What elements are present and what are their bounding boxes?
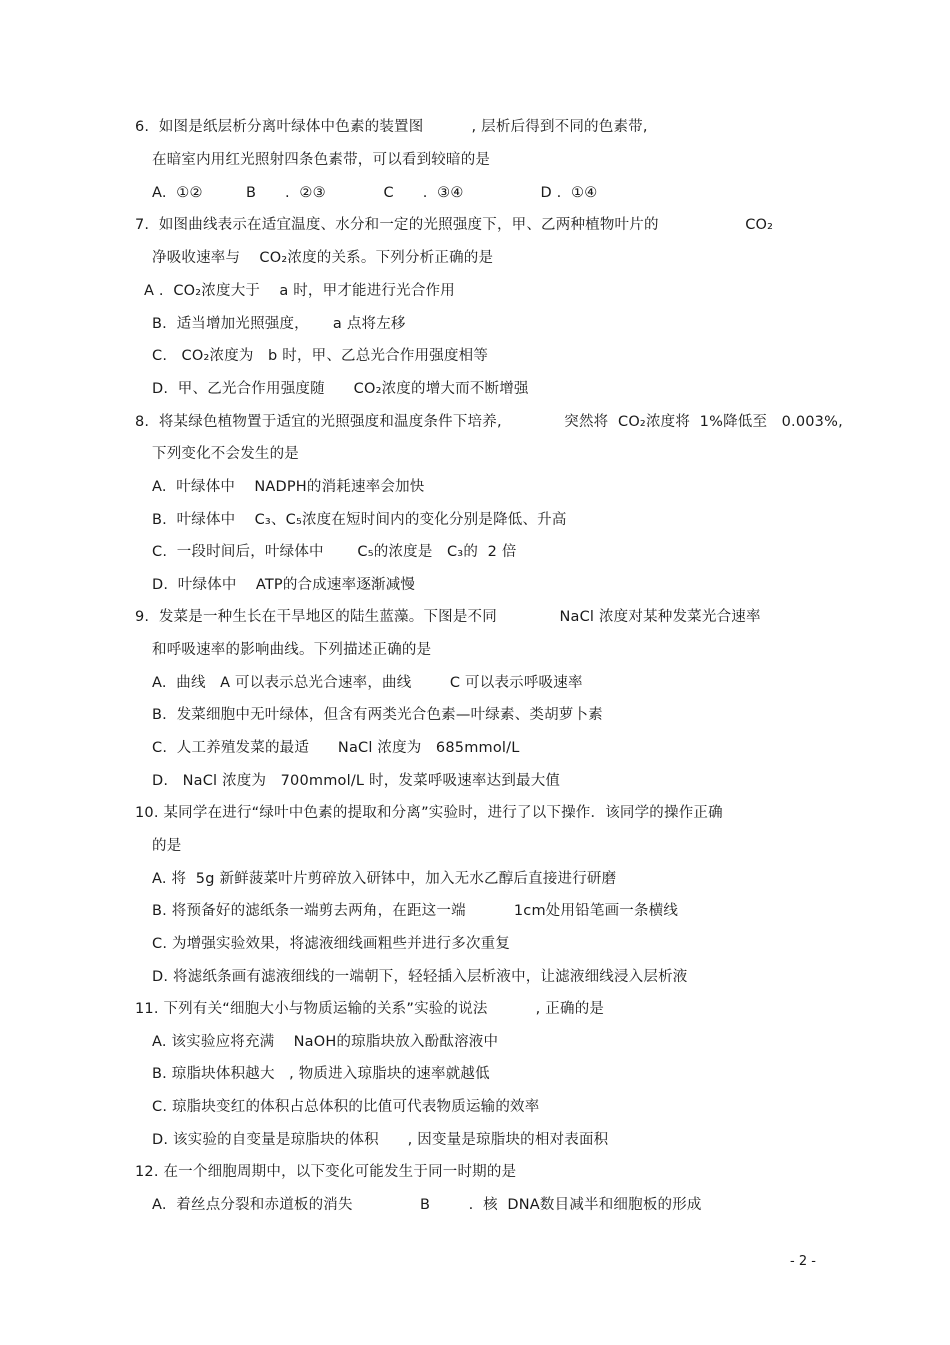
question-11-stem: 11. 下列有关“细胞大小与物质运输的关系”实验的说法 , 正确的是 bbox=[135, 1001, 605, 1017]
question-10-option-d: D. 将滤纸条画有滤液细线的一端朝下，轻轻插入层析液中，让滤液细线浸入层析液 bbox=[152, 969, 688, 985]
question-6-stem-line-2: 在暗室内用红光照射四条色素带，可以看到较暗的是 bbox=[152, 152, 491, 168]
question-9-option-d: D. NaCl 浓度为 700mmol/L 时，发菜呼吸速率达到最大值 bbox=[152, 773, 561, 789]
question-8-option-a: A. 叶绿体中 NADPH的消耗速率会加快 bbox=[152, 479, 425, 495]
page-number: - 2 - bbox=[790, 1254, 816, 1269]
question-11-option-b: B. 琼脂块体积越大 , 物质进入琼脂块的速率就越低 bbox=[152, 1066, 490, 1082]
question-10-stem-line-1: 10. 某同学在进行“绿叶中色素的提取和分离”实验时，进行了以下操作．该同学的操作正确 bbox=[135, 805, 723, 821]
question-7-stem-line-2: 净吸收速率与 CO₂浓度的关系。下列分析正确的是 bbox=[152, 250, 494, 266]
question-9-stem-line-1: 9. 发菜是一种生长在干旱地区的陆生蓝藻。下图是不同 NaCl 浓度对某种发菜光合速率 bbox=[135, 609, 761, 625]
question-7-option-a: A . CO₂浓度大于 a 时，甲才能进行光合作用 bbox=[144, 283, 455, 299]
question-9-option-c: C. 人工养殖发菜的最适 NaCl 浓度为 685mmol/L bbox=[152, 740, 520, 756]
question-10-stem-line-2: 的是 bbox=[152, 838, 182, 854]
question-7-stem-line-1: 7. 如图曲线表示在适宜温度、水分和一定的光照强度下，甲、乙两种植物叶片的 CO₂ bbox=[135, 217, 774, 233]
question-6-stem-line-1: 6. 如图是纸层析分离叶绿体中色素的装置图 , 层析后得到不同的色素带, bbox=[135, 119, 648, 135]
question-8-option-b: B. 叶绿体中 C₃、C₅浓度在短时间内的变化分别是降低、升高 bbox=[152, 512, 567, 528]
question-12-options: A. 着丝点分裂和赤道板的消失 B . 核 DNA数目减半和细胞板的形成 bbox=[152, 1197, 702, 1213]
question-11-option-c: C. 琼脂块变红的体积占总体积的比值可代表物质运输的效率 bbox=[152, 1099, 540, 1115]
question-10-option-a: A. 将 5g 新鲜菠菜叶片剪碎放入研钵中，加入无水乙醇后直接进行研磨 bbox=[152, 871, 617, 887]
question-11-option-d: D. 该实验的自变量是琼脂块的体积 , 因变量是琼脂块的相对表面积 bbox=[152, 1132, 609, 1148]
question-7-option-c: C. CO₂浓度为 b 时，甲、乙总光合作用强度相等 bbox=[152, 348, 489, 364]
question-8-option-c: C. 一段时间后，叶绿体中 C₅的浓度是 C₃的 2 倍 bbox=[152, 544, 517, 560]
question-9-stem-line-2: 和呼吸速率的影响曲线。下列描述正确的是 bbox=[152, 642, 432, 658]
question-10-option-c: C. 为增强实验效果，将滤液细线画粗些并进行多次重复 bbox=[152, 936, 511, 952]
question-11-option-a: A. 该实验应将充满 NaOH的琼脂块放入酚酞溶液中 bbox=[152, 1034, 499, 1050]
question-8-stem-line-2: 下列变化不会发生的是 bbox=[152, 446, 299, 462]
question-8-option-d: D. 叶绿体中 ATP的合成速率逐渐减慢 bbox=[152, 577, 416, 593]
question-9-option-b: B. 发菜细胞中无叶绿体，但含有两类光合色素—叶绿素、类胡萝卜素 bbox=[152, 707, 603, 723]
question-8-stem-line-1: 8. 将某绿色植物置于适宜的光照强度和温度条件下培养, 突然将 CO₂浓度将 1%降低至 0.003%, bbox=[135, 414, 843, 430]
question-7-option-b: B. 适当增加光照强度， a 点将左移 bbox=[152, 316, 406, 332]
question-12-stem: 12. 在一个细胞周期中，以下变化可能发生于同一时期的是 bbox=[135, 1164, 517, 1180]
question-7-option-d: D. 甲、乙光合作用强度随 CO₂浓度的增大而不断增强 bbox=[152, 381, 529, 397]
question-6-options: A. ①② B . ②③ C . ③④ D . ①④ bbox=[152, 185, 598, 201]
question-10-option-b: B. 将预备好的滤纸条一端剪去两角，在距这一端 1cm处用铅笔画一条横线 bbox=[152, 903, 679, 919]
question-9-option-a: A. 曲线 A 可以表示总光合速率，曲线 C 可以表示呼吸速率 bbox=[152, 675, 583, 691]
